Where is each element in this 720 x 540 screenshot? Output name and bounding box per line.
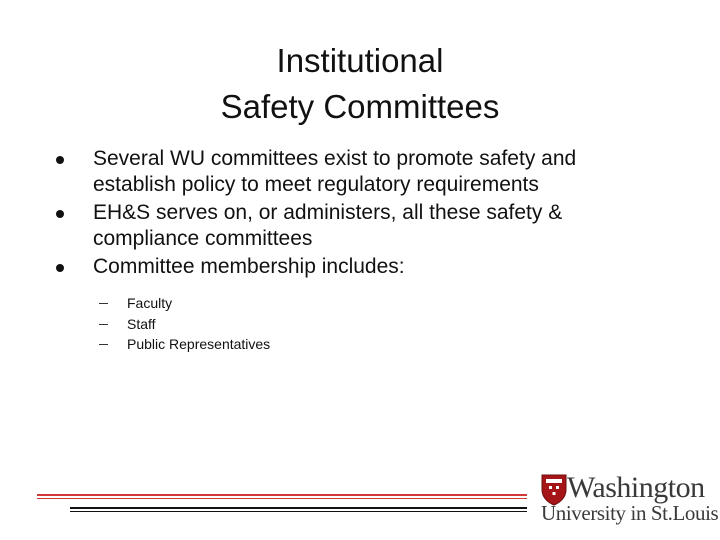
footer-red-line bbox=[37, 498, 527, 499]
bullet-line: EH&S serves on, or administers, all these safety & bbox=[93, 201, 563, 224]
sub-bullet-label: Public Representatives bbox=[127, 336, 271, 352]
bullet-dot-icon bbox=[56, 264, 64, 272]
sub-bullet-label: Staff bbox=[127, 315, 156, 332]
sub-bullet-list bbox=[97, 293, 270, 355]
bullet-line: establish policy to meet regulatory requirements bbox=[93, 173, 539, 196]
university-logo bbox=[540, 470, 719, 528]
footer-red-line bbox=[37, 494, 527, 496]
bullet-dot-icon bbox=[56, 210, 64, 218]
bullet-line: Committee membership includes: bbox=[93, 255, 405, 278]
bullet-item bbox=[56, 254, 696, 280]
sub-bullet-item bbox=[97, 334, 270, 355]
dash-icon bbox=[99, 324, 108, 325]
sub-bullet-item bbox=[97, 314, 270, 335]
slide-title-line-2: Safety Committees bbox=[220, 88, 500, 125]
sub-bullet-item bbox=[97, 293, 270, 314]
bullet-dot-icon bbox=[56, 156, 64, 164]
dash-icon bbox=[99, 303, 108, 304]
bullet-item bbox=[56, 200, 696, 252]
logo-name-line-1: Washington bbox=[567, 471, 705, 504]
bullet-item bbox=[56, 146, 696, 198]
slide-title bbox=[0, 38, 720, 130]
slide-title-line-1: Institutional bbox=[276, 42, 444, 79]
dash-icon bbox=[99, 344, 108, 345]
bullet-line: Several WU committees exist to promote safety and bbox=[93, 147, 577, 170]
footer-black-line bbox=[70, 507, 527, 509]
footer-rule bbox=[37, 494, 527, 518]
bullet-line: compliance committees bbox=[93, 227, 313, 250]
footer-black-line bbox=[70, 511, 527, 512]
bullet-list bbox=[56, 146, 696, 282]
logo-name-line-2: University in St.Louis bbox=[541, 501, 719, 525]
sub-bullet-label: Faculty bbox=[127, 295, 173, 311]
